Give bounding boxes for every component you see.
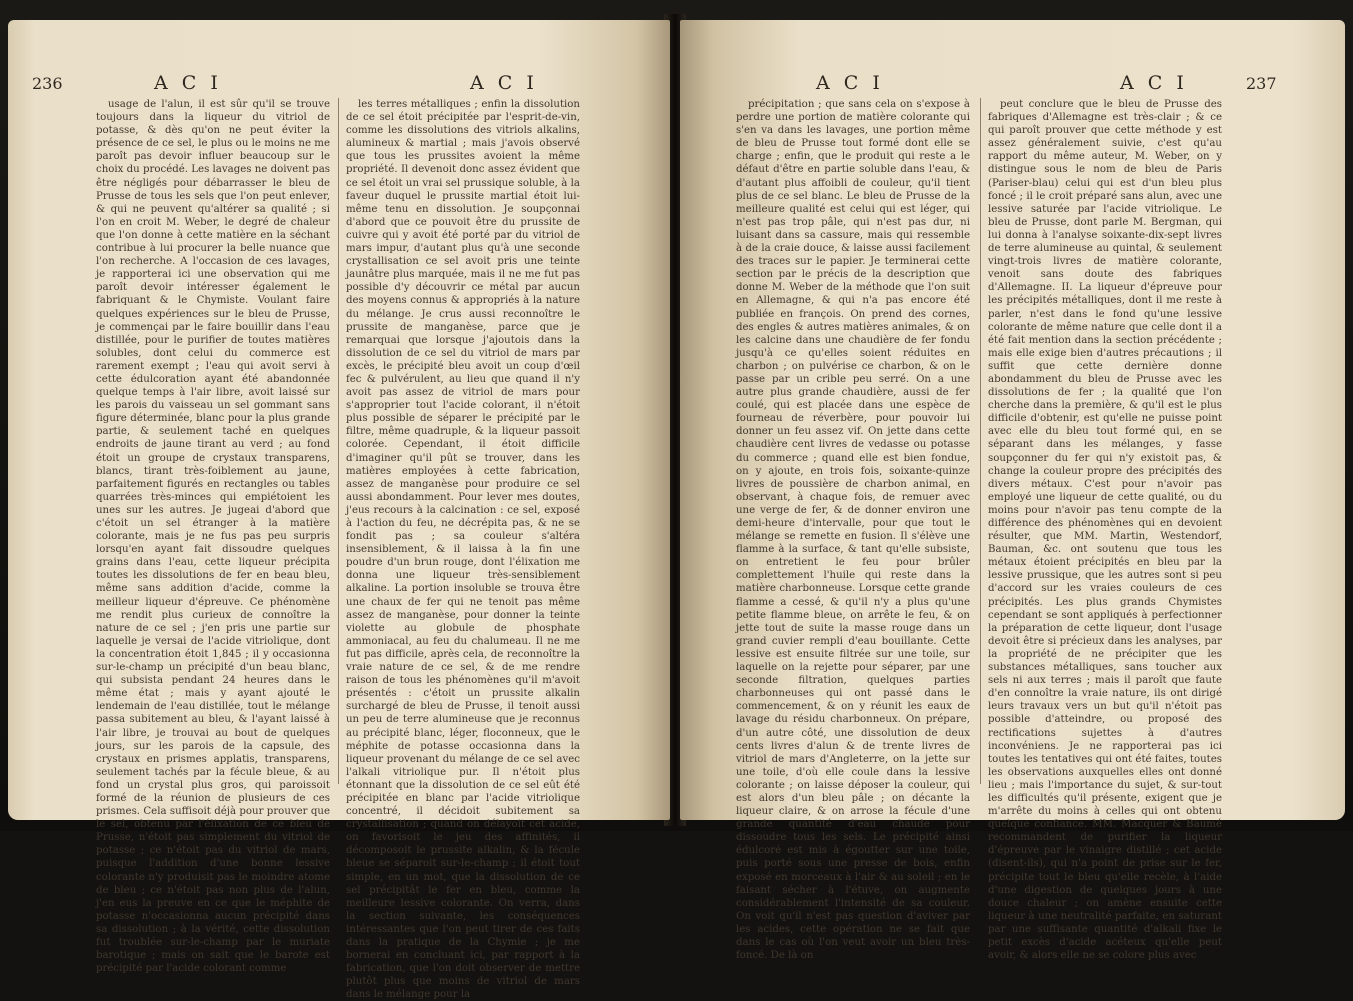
left-column-2: les terres métalliques ; enfin la dissolution de ce sel étoit précipitée par l'esprit-de-vin, comme les dissolutions des vitriols alkalins, alumineux & martial ; mais j'avois observé que tous les prussites avoient la même propriété. Il devenoit donc assez évident que ce sel étoit un vrai sel prussique soluble, à la faveur duquel le prussite martial étoit lui-même tenu en dissolution. Je soupçonnai d'abord que ce pouvoit être du prussite de cuivre qui y avoit été porté par du vitriol de mars impur, d'autant plus qu'à une seconde crystallisation ce sel avoit pris une teinte jaunâtre plus marquée, mais il ne me fut pas possible d'y découvrir ce métal par aucun des moyens connus & appropriés à la nature du mélange. Je crus aussi reconnoître le prussite de manganèse, parce que je remarquai que lorsque j'ajoutois dans la dissolution de ce sel du vitriol de mars par excès, le précipité bleu avoit un coup d'œil fec & pulvérulent, au lieu que quand il n'y avoit pas assez de vitriol de mars pour s'approprier tout l'acide colorant, il n'étoit plus possible de séparer le précipité par le filtre, même quadruple, & la liqueur passoit colorée. Cependant, il étoit difficile d'imaginer qu'il pût se trouver, dans les matières employées à cette fabrication, assez de manganèse pour produire ce sel aussi abondamment. Pour lever mes doutes, j'eus recours à la calcination : ce sel, exposé à l'action du feu, ne décrépita pas, & ne se fondit pas ; sa couleur s'altéra insensiblement, & il laissa à la fin une poudre d'un brun rouge, dont l'élixation me donna une liqueur très-sensiblement alkaline. La portion insoluble se trouva être une chaux de fer qui ne tenoit pas même assez de manganèse, pour donner la teinte violette au globule de phosphate ammoniacal, au feu du chalumeau. Il ne me fut pas difficile, après cela, de reconnoître la vraie nature de ce sel, & de me rendre raison de tous les phénomènes qu'il m'avoit présentés : c'étoit un prussite alkalin surchargé de bleu de Prusse, il tenoit aussi un peu de terre alumineuse que je reconnus au précipité blanc, léger, floconneux, que le méphite de potasse occasionna dans la liqueur provenant du mélange de ce sel avec l'alkali vitriolique pur. Il n'étoit plus étonnant que la dissolution de ce sel eût été précipitée en blanc par l'acide vitriolique concentré, il décidoit subitement sa crystallisation ; quand on délayoit cet acide, on favorisoit le jeu des affinités, il décomposoit le prussite alkalin, & la fécule bleue se séparoit sur-le-champ ; il étoit tout simple, en un mot, que la dissolution de ce sel précipitât le fer en bleu, comme la meilleure lessive colorante. On verra, dans la section suivante, les conséquences intéressantes que l'on peut tirer de ces faits dans la pratique de la Chymie ; je me bornerai en concluant ici, par rapport à la fabrication, que l'on doit observer de mettre plutôt plus que moins de vitriol de mars dans le mélange pour la bbox=[346, 99, 580, 1001]
left-folio: 236 bbox=[32, 74, 63, 93]
right-running-head: A C I bbox=[1120, 72, 1188, 94]
right-column-divider bbox=[980, 98, 981, 784]
right-folio: 237 bbox=[1246, 74, 1277, 93]
right-page bbox=[680, 20, 1345, 962]
left-running-head: A C I bbox=[154, 72, 222, 94]
left-page bbox=[8, 20, 670, 1001]
right-running-head-col1: A C I bbox=[816, 72, 884, 94]
left-column-divider bbox=[338, 98, 339, 784]
right-column-2: peut conclure que le bleu de Prusse des fabriques d'Allemagne est très-clair ; & ce qui paroît prouver que cette méthode y est assez généralement suivie, c'est qu'au rapport du même auteur, M. Weber, on y distingue sous le nom de bleu de Paris (Pariser-blau) celui qui est d'un bleu plus foncé ; il le croit préparé sans alun, avec une lessive saturée par l'acide vitriolique. Le bleu de Prusse, dont parle M. Bergman, qui lui donna à l'analyse soixante-dix-sept livres de terre alumineuse au quintal, & seulement vingt-trois livres de matière colorante, venoit sans doute des fabriques d'Allemagne. II. La liqueur d'épreuve pour les précipités métalliques, dont il me reste à parler, n'est dans le fond qu'une lessive colorante de même nature que celle dont il a été fait mention dans la section précédente ; mais elle exige bien d'autres précautions ; il suffit que cette dernière donne abondamment du bleu de Prusse avec les dissolutions de fer ; la qualité que l'on cherche dans la première, & qu'il est le plus difficile d'obtenir, est qu'elle ne puisse point avec elle du bleu tout formé qui, en se séparant dans les mélanges, y fasse soupçonner du fer qui n'y existoit pas, & change la couleur propre des précipités des divers métaux. C'est pour n'avoir pas employé une liqueur de cette qualité, ou du moins pour n'avoir pas tenu compte de la différence des phénomènes qui en devoient résulter, que MM. Martin, Westendorf, Bauman, &c. ont soutenu que tous les métaux étoient précipités en bleu par la lessive prussique, que les autres sont si peu d'accord sur les vraies couleurs de ces précipités. Les plus grands Chymistes cependant se sont appliqués à perfectionner la préparation de cette liqueur, dont l'usage devoit être si précieux dans les analyses, par la propriété de ne précipiter que les substances métalliques, sans toucher aux sels ni aux terres ; mais il paroît que faute d'en connoître la vraie nature, ils ont dirigé leurs travaux vers un but qu'il n'étoit pas possible d'atteindre, ou proposé des rectifications sujettes à d'autres inconvéniens. Je ne rapporterai pas ici toutes les tentatives qui ont été faites, toutes les observations auxquelles elles ont donné lieu ; mais l'importance du sujet, & sur-tout les difficultés qu'il présente, exigent que je m'arrête du moins à celles qui ont obtenu quelque confiance. MM. Macquer & Baumé recommandent de purifier la liqueur d'épreuve par le vinaigre distillé ; cet acide (disent-ils), qui n'a point de prise sur le fer, précipite tout le bleu qu'elle recèle, à l'aide d'une digestion de quelques jours à une douce chaleur ; on amène ensuite cette liqueur à une neutralité parfaite, en saturant par une suffisante quantité d'alkali fixe le petit excès d'acide acéteux qu'elle peut avoir, & alors elle ne se colore plus avec bbox=[988, 99, 1222, 962]
right-column-1: précipitation ; que sans cela on s'expose à perdre une portion de matière colorante qui s'en va dans les lavages, une portion même de bleu de Prusse tout formé dont elle se charge ; enfin, que le produit qui reste a le défaut d'être en partie soluble dans l'eau, & d'autant plus affoibli de couleur, qu'il tient plus de ce sel blanc. Le bleu de Prusse de la meilleure qualité est celui qui est léger, qui n'est pas trop pâle, qui n'est pas dur, ni luisant dans sa cassure, mais qui ressemble à de la craie douce, & laisse aussi facilement des traces sur le papier. Je terminerai cette section par le précis de la description que donne M. Weber de la méthode que l'on suit en Allemagne, & qui n'a pas encore été publiée en françois. On prend des cornes, des engles & autres matières animales, & on les calcine dans une chaudière de fer fondu jusqu'à ce qu'elles soient réduites en charbon ; on pulvérise ce charbon, & on le passe par un crible peu serré. On a une autre plus grande chaudière, aussi de fer coulé, qui est placée dans une espèce de fourneau de réverbère, pour pouvoir lui donner un feu assez vif. On jette dans cette chaudière cent livres de vedasse ou potasse du commerce ; quand elle est bien fondue, on y ajoute, en trois fois, soixante-quinze livres de poussière de charbon animal, en observant, à chaque fois, de remuer avec une verge de fer, & de donner environ une demi-heure d'intervalle, pour que tout le mélange se remette en fusion. Il s'élève une flamme à la surface, & tant qu'elle subsiste, on entretient le feu pour brûler complettement l'huile qui reste dans la matière charbonneuse. Lorsque cette grande flamme a cessé, & qu'il n'y a plus qu'une petite flamme bleue, on arrête le feu, & on jette tout de suite la masse rouge dans un grand cuvier rempli d'eau bouillante. Cette lessive est ensuite filtrée sur une toile, sur laquelle on la rejette pour séparer, par une seconde filtration, quelques parties charbonneuses qui ont passé dans le commencement, & on y réunit les eaux de lavage du résidu charbonneux. On prépare, d'un autre côté, une dissolution de deux cents livres d'alun & de trente livres de vitriol de mars d'Angleterre, on la jette sur une toile, d'où elle coule dans la lessive colorante ; on laisse déposer la couleur, qui est alors d'un bleu pâle ; on décante la liqueur claire, & on arrose la fécule d'une grande quantité d'eau chaude pour dissoudre tous les sels. Le précipité ainsi édulcoré est mis à égoutter sur une toile, puis porté sous une presse de bois, enfin exposé en morceaux à l'air & au soleil ; en le faisant sécher à l'étuve, on augmente considérablement l'intensité de sa couleur. On voit qu'il n'est pas question d'aviver par les acides, cette opération ne se fait que dans le cas où l'on veut avoir un bleu très-foncé. De là on bbox=[736, 99, 970, 962]
left-column-1: usage de l'alun, il est sûr qu'il se trouve toujours dans la liqueur du vitriol de potasse, & dès qu'on ne peut éviter la présence de ce sel, le plus ou le moins ne me paroît pas devoir influer beaucoup sur le choix du procédé. Les lavages ne doivent pas être négligés pour débarrasser le bleu de Prusse de tous les sels que l'on peut enlever, & qui ne peuvent qu'altérer sa qualité ; si l'on en croit M. Weber, le degré de chaleur que l'on donne à cette matière en la séchant contribue à lui procurer la belle nuance que l'on recherche. A l'occasion de ces lavages, je rapporterai ici une observation qui me paroît devoir intéresser également le fabriquant & le Chymiste. Voulant faire quelques expériences sur le bleu de Prusse, je commençai par le faire bouillir dans l'eau distillée, pour le purifier de toutes matières solubles, dont celui du commerce est rarement exempt ; l'eau qui avoit servi à cette édulcoration ayant été abandonnée quelque temps à l'air libre, avoit laissé sur les parois du vaisseau un sel gommant sans figure déterminée, blanc pour la plus grande partie, & seulement taché en quelques endroits de jaune tirant au verd ; au fond étoit un groupe de crystaux transparens, blancs, tirant très-foiblement au jaune, parfaitement figurés en rectangles ou tables quarrées très-minces qui empiétoient les unes sur les autres. Je jugeai d'abord que c'étoit un sel étranger à la matière colorante, mais je ne fus pas peu surpris lorsqu'en ayant fait dissoudre quelques grains dans l'eau, cette liqueur précipita toutes les dissolutions de fer en beau bleu, même sans addition d'acide, comme la meilleur liqueur d'épreuve. Ce phénomène me rendit plus curieux de connoître la nature de ce sel ; j'en pris une partie sur laquelle je versai de l'acide vitriolique, dont la concentration étoit 1,845 ; il y occasionna sur-le-champ un précipité d'un beau blanc, qui subsista pendant 24 heures dans le même état ; mais y ayant ajouté le lendemain de l'eau distillée, tout le mélange passa subitement au bleu, & l'ayant laissé à l'air libre, je trouvai au bout de quelques jours, sur les parois de la capsule, des crystaux en prismes applatis, transparens, seulement tachés par la fécule bleue, & au fond un crystal plus gros, qui paroissoit formé de la réunion de plusieurs de ces prismes. Cela suffisoit déjà pour prouver que le sel, obtenu par l'élixation de ce bleu de Prusse, n'étoit pas simplement du vitriol de potasse ; ce n'étoit pas du vitriol de mars, puisque l'addition d'une bonne lessive colorante n'y produisit pas le moindre atome de bleu ; ce n'étoit pas non plus de l'alun, j'en eus la preuve en ce que le méphite de potasse n'occasionna aucun précipité dans sa dissolution ; à la vérité, cette dissolution fut troublée sur-le-champ par le muriate barotique ; mais on sait que le barote est précipité par l'acide colorant comme bbox=[96, 99, 330, 975]
left-running-head-col2: A C I bbox=[470, 72, 538, 94]
